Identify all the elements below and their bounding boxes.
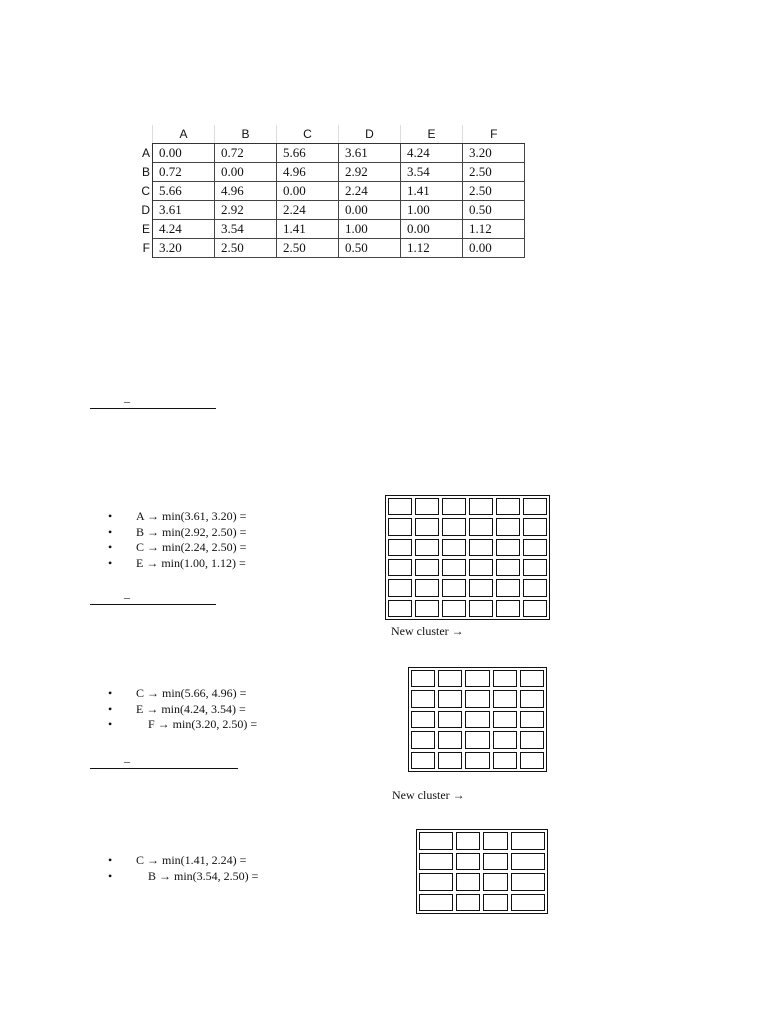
empty-grid-cell <box>496 559 520 576</box>
bullet-text: C → min(5.66, 4.96) = <box>136 686 247 700</box>
matrix-row-header: B <box>133 163 153 182</box>
bullet-icon: • <box>108 701 113 716</box>
empty-grid-cell <box>388 579 412 596</box>
matrix-cell: 0.00 <box>215 163 277 182</box>
matrix-cell: 1.12 <box>463 220 525 239</box>
empty-grid-cell <box>511 853 545 871</box>
matrix-cell: 2.50 <box>463 182 525 201</box>
matrix-cell: 2.92 <box>339 163 401 182</box>
matrix-cell: 4.96 <box>215 182 277 201</box>
empty-grid-cell <box>469 518 493 535</box>
empty-grid-cell <box>438 731 462 748</box>
list-item <box>108 556 246 572</box>
empty-grid-cell <box>415 559 439 576</box>
matrix-cell: 1.00 <box>401 201 463 220</box>
matrix-cell: 0.72 <box>153 163 215 182</box>
empty-grid-cell <box>419 873 453 891</box>
matrix-cell: 5.66 <box>277 144 339 163</box>
bullet-icon: • <box>108 686 113 700</box>
empty-grid-cell <box>511 873 545 891</box>
empty-grid-cell <box>438 711 462 728</box>
matrix-cell: 0.00 <box>401 220 463 239</box>
bullet-icon: • <box>108 540 113 554</box>
empty-grid-cell <box>523 518 547 535</box>
matrix-cell: 5.66 <box>153 182 215 201</box>
empty-grid-cell <box>438 690 462 707</box>
empty-grid-cell <box>520 670 544 687</box>
empty-grid-cell <box>388 518 412 535</box>
bullet-text: B → min(3.54, 2.50) = <box>148 868 259 883</box>
matrix-cell: 2.24 <box>277 201 339 220</box>
table-row <box>133 239 525 258</box>
matrix-cell: 0.72 <box>215 144 277 163</box>
table-row <box>133 220 525 239</box>
matrix-cell: 4.96 <box>277 163 339 182</box>
empty-grid-cell <box>493 731 517 748</box>
matrix-col-header: D <box>339 125 401 144</box>
matrix-cell: 2.50 <box>277 239 339 258</box>
empty-grid-cell <box>415 498 439 515</box>
empty-grid-cell <box>469 498 493 515</box>
matrix-cell: 1.41 <box>401 182 463 201</box>
empty-grid-cell <box>415 600 439 617</box>
empty-grid-cell <box>465 690 489 707</box>
matrix-cell: 0.50 <box>463 201 525 220</box>
step1-bullet-list <box>108 509 246 571</box>
list-item <box>108 509 246 525</box>
empty-grid-cell <box>465 711 489 728</box>
matrix-header-row <box>133 125 525 144</box>
empty-grid-cell <box>511 832 545 850</box>
matrix-cell: 0.00 <box>463 239 525 258</box>
matrix-col-header: A <box>153 125 215 144</box>
empty-grid-cell <box>388 600 412 617</box>
empty-grid-cell <box>469 600 493 617</box>
empty-grid-cell <box>411 690 435 707</box>
empty-grid-cell <box>520 711 544 728</box>
bullet-icon: • <box>108 717 113 731</box>
empty-grid-cell <box>438 752 462 769</box>
matrix-cell: 3.54 <box>401 163 463 182</box>
matrix-col-header: E <box>401 125 463 144</box>
matrix-cell: 3.61 <box>153 201 215 220</box>
matrix-cell: 2.92 <box>215 201 277 220</box>
table-row <box>133 144 525 163</box>
empty-grid-cell <box>411 711 435 728</box>
step-heading-1 <box>90 390 216 409</box>
empty-grid-cell <box>511 894 545 912</box>
list-item <box>108 702 257 718</box>
matrix-cell: 0.50 <box>339 239 401 258</box>
list-item <box>108 525 246 541</box>
empty-grid-cell <box>496 600 520 617</box>
matrix-cell: 4.24 <box>153 220 215 239</box>
empty-grid-cell <box>523 579 547 596</box>
bullet-text: C → min(1.41, 2.24) = <box>136 853 247 867</box>
empty-grid-cell <box>388 559 412 576</box>
empty-grid-cell <box>493 711 517 728</box>
empty-matrix-grid-4x4 <box>416 829 548 914</box>
empty-grid-cell <box>442 539 466 556</box>
empty-grid-cell <box>419 832 453 850</box>
bullet-text: B → min(2.92, 2.50) = <box>136 524 247 539</box>
matrix-row-header: C <box>133 182 153 201</box>
empty-grid-cell <box>415 579 439 596</box>
empty-grid-cell <box>415 518 439 535</box>
bullet-text: E → min(4.24, 3.54) = <box>136 701 246 716</box>
distance-matrix-table <box>133 125 525 258</box>
new-cluster-caption: New cluster → <box>391 624 464 638</box>
bullet-icon: • <box>108 509 113 523</box>
empty-grid-cell <box>496 518 520 535</box>
empty-grid-cell <box>483 873 507 891</box>
empty-grid-cell <box>456 832 480 850</box>
empty-grid-cell <box>465 670 489 687</box>
list-item <box>108 717 257 733</box>
step-heading-text: _ <box>124 586 130 600</box>
empty-grid-cell <box>456 873 480 891</box>
empty-matrix-grid-6x6 <box>385 495 550 620</box>
matrix-cell: 3.20 <box>153 239 215 258</box>
empty-grid-cell <box>442 518 466 535</box>
list-item <box>108 853 258 869</box>
empty-grid-cell <box>419 894 453 912</box>
matrix-col-header: B <box>215 125 277 144</box>
empty-grid-cell <box>469 559 493 576</box>
matrix-corner-cell <box>133 125 153 144</box>
new-cluster-caption: New cluster → <box>392 788 465 802</box>
empty-grid-cell <box>520 731 544 748</box>
empty-grid-cell <box>493 690 517 707</box>
empty-grid-cell <box>442 600 466 617</box>
matrix-row-header: D <box>133 201 153 220</box>
matrix-cell: 3.54 <box>215 220 277 239</box>
table-row <box>133 163 525 182</box>
matrix-row-header: F <box>133 239 153 258</box>
matrix-cell: 2.24 <box>339 182 401 201</box>
matrix-cell: 0.00 <box>153 144 215 163</box>
matrix-cell: 4.24 <box>401 144 463 163</box>
matrix-cell: 0.00 <box>277 182 339 201</box>
empty-grid-cell <box>523 600 547 617</box>
empty-grid-cell <box>411 752 435 769</box>
matrix-cell: 2.50 <box>463 163 525 182</box>
matrix-cell: 1.41 <box>277 220 339 239</box>
empty-grid-cell <box>465 752 489 769</box>
list-item <box>108 540 246 556</box>
matrix-cell: 3.61 <box>339 144 401 163</box>
empty-grid-cell <box>493 752 517 769</box>
bullet-icon: • <box>108 555 113 570</box>
empty-grid-cell <box>493 670 517 687</box>
empty-grid-cell <box>442 498 466 515</box>
empty-grid-cell <box>523 539 547 556</box>
matrix-row-header: A <box>133 144 153 163</box>
empty-grid-cell <box>483 832 507 850</box>
empty-grid-cell <box>483 853 507 871</box>
empty-grid-cell <box>411 670 435 687</box>
bullet-icon: • <box>108 853 113 867</box>
matrix-row-header: E <box>133 220 153 239</box>
bullet-icon: • <box>108 868 113 883</box>
matrix-col-header: C <box>277 125 339 144</box>
table-row <box>133 182 525 201</box>
bullet-text: F → min(3.20, 2.50) = <box>148 717 258 731</box>
empty-grid-cell <box>523 498 547 515</box>
step2-bullet-list <box>108 686 257 733</box>
empty-grid-cell <box>442 579 466 596</box>
empty-grid-cell <box>520 690 544 707</box>
empty-grid-cell <box>415 539 439 556</box>
empty-grid-cell <box>465 731 489 748</box>
matrix-cell: 0.00 <box>339 201 401 220</box>
empty-grid-cell <box>388 539 412 556</box>
step-heading-text: _ <box>124 750 130 764</box>
matrix-col-header: F <box>463 125 525 144</box>
empty-grid-cell <box>469 579 493 596</box>
empty-grid-cell <box>469 539 493 556</box>
empty-grid-cell <box>419 853 453 871</box>
empty-grid-cell <box>411 731 435 748</box>
table-row <box>133 201 525 220</box>
empty-grid-cell <box>456 853 480 871</box>
step-heading-text: _ <box>124 390 130 404</box>
bullet-icon: • <box>108 524 113 539</box>
empty-grid-cell <box>438 670 462 687</box>
bullet-text: A → min(3.61, 3.20) = <box>136 509 247 523</box>
step3-bullet-list <box>108 853 258 884</box>
step-heading-3 <box>90 750 238 769</box>
empty-grid-cell <box>496 539 520 556</box>
bullet-text: E → min(1.00, 1.12) = <box>136 555 246 570</box>
matrix-cell: 2.50 <box>215 239 277 258</box>
empty-grid-cell <box>442 559 466 576</box>
empty-grid-cell <box>496 579 520 596</box>
matrix-cell: 1.12 <box>401 239 463 258</box>
matrix-cell: 3.20 <box>463 144 525 163</box>
empty-grid-cell <box>520 752 544 769</box>
empty-grid-cell <box>483 894 507 912</box>
empty-grid-cell <box>496 498 520 515</box>
empty-grid-cell <box>523 559 547 576</box>
empty-matrix-grid-5x5 <box>408 667 547 772</box>
step-heading-2 <box>90 586 216 605</box>
empty-grid-cell <box>388 498 412 515</box>
list-item <box>108 869 258 885</box>
list-item <box>108 686 257 702</box>
matrix-cell: 1.00 <box>339 220 401 239</box>
bullet-text: C → min(2.24, 2.50) = <box>136 540 247 554</box>
empty-grid-cell <box>456 894 480 912</box>
